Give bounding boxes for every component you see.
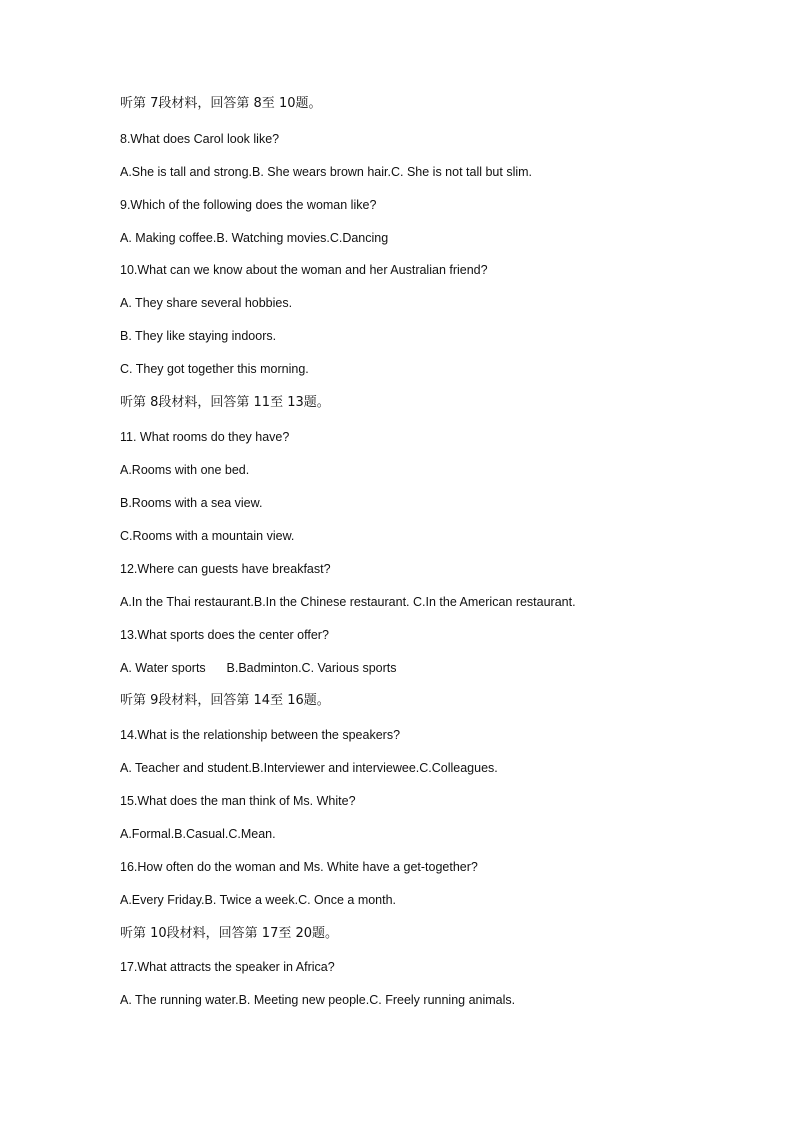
- question-11-option-c: C.Rooms with a mountain view.: [120, 529, 295, 543]
- question-11-option-a: A.Rooms with one bed.: [120, 463, 250, 477]
- question-9-options: A. Making coffee.B. Watching movies.C.Dancing: [120, 231, 389, 245]
- question-10-option-b: B. They like staying indoors.: [120, 329, 277, 343]
- question-11: 11. What rooms do they have?: [120, 430, 290, 444]
- question-12: 12.Where can guests have breakfast?: [120, 562, 331, 576]
- section-heading-8: 听第 8段材料，回答第 11至 13题。: [120, 395, 330, 410]
- question-10-option-c: C. They got together this morning.: [120, 362, 309, 376]
- question-17: 17.What attracts the speaker in Africa?: [120, 960, 335, 974]
- section-heading-10: 听第 10段材料，回答第 17至 20题。: [120, 926, 339, 941]
- section-heading-7: 听第 7段材料，回答第 8至 10题。: [120, 96, 322, 111]
- question-14-options: A. Teacher and student.B.Interviewer and interviewee.C.Colleagues.: [120, 761, 498, 775]
- question-15-options: A.Formal.B.Casual.C.Mean.: [120, 827, 276, 841]
- question-13-options: A. Water sports B.Badminton.C. Various sports: [120, 661, 397, 675]
- question-16-options: A.Every Friday.B. Twice a week.C. Once a month.: [120, 893, 397, 907]
- question-13: 13.What sports does the center offer?: [120, 628, 329, 642]
- question-10-option-a: A. They share several hobbies.: [120, 296, 293, 310]
- question-12-options: A.In the Thai restaurant.B.In the Chinese restaurant. C.In the American restaurant.: [120, 595, 576, 609]
- question-8: 8.What does Carol look like?: [120, 132, 280, 146]
- section-heading-9: 听第 9段材料，回答第 14至 16题。: [120, 693, 330, 708]
- question-14: 14.What is the relationship between the speakers?: [120, 728, 401, 742]
- question-10: 10.What can we know about the woman and her Australian friend?: [120, 263, 488, 277]
- question-9: 9.Which of the following does the woman like?: [120, 198, 377, 212]
- question-11-option-b: B.Rooms with a sea view.: [120, 496, 263, 510]
- question-15: 15.What does the man think of Ms. White?: [120, 794, 356, 808]
- question-16: 16.How often do the woman and Ms. White have a get-together?: [120, 860, 478, 874]
- question-8-options: A.She is tall and strong.B. She wears brown hair.C. She is not tall but slim.: [120, 165, 533, 179]
- question-17-options: A. The running water.B. Meeting new people.C. Freely running animals.: [120, 993, 516, 1007]
